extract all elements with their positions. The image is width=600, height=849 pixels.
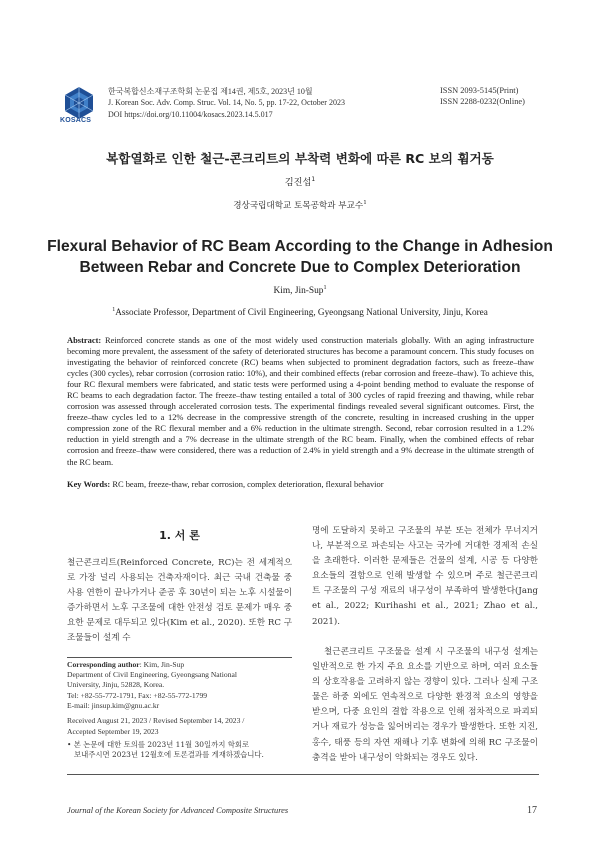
author-english: Kim, Jin-Sup$^1$ [273, 284, 327, 296]
journal-korean-line: 한국복합신소재구조학회 논문집 제14권, 제5호, 2023년 10월 [108, 87, 313, 96]
journal-english-line: J. Korean Soc. Adv. Comp. Struc. Vol. 14, No. 5, pp. 17-22, October 2023 [108, 98, 345, 107]
right-body-paragraph-1: 명에 도달하지 못하고 구조물의 부분 또는 전체가 무너지거나, 부분적으로 파손되는 사고는 국가에 거대한 경제적 손실을 초래한다. 이러한 문제들은 건물의 설계, 시공 등 다양한 요소들의 결함으로 인해 발생할 수 있으며 주로 철근콘크리트 구조물의 구성 재료의 내구성이 부족하여 발생한다(Jang et al., 2022; Kurihashi et al., 2021; Zhao et al., 2021). [312, 526, 538, 627]
abstract-text: Reinforced concrete stands as one of the most widely used construction materials globally. With an aging infrastructure becoming more prevalent, the assessment of the safety of deteriorated structures has become a paramount concern. This study focuses on investigating the behavior of reinforced concrete (RC) beams when subjected to prominent degradation factors, such as freeze–thaw cycles (300 cycles), rebar corrosion (corrosion ratio: 10%), and their combined effects (rebar corrosion and freeze–thaw). To achieve this, four RC flexural members were fabricated, and static tests were performed using a 4-point bending method to evaluate the response of RC beams to each degradation factor. The freeze–thaw testing entailed a total of 300 cycles of rapid freezing and thawing, while rebar corrosion was assessed through accelerated corrosion tests. The experimental findings revealed several significant outcomes. First, the freeze–thaw cycles led to a 12% decrease in the compressive strength of the concrete, resulting in increased crushing in the upper compression zone of the RC flexural member and a 6% reduction in the ultimate strength. Second, rebar corrosion resulted in a 1.2% reduction in yield strength and a 7% decrease in the ultimate strength of the RC beam. Finally, when the combined effects of rebar corrosion and freeze–thaw were considered, there was a reduction of 2.4% in yield strength and a 9% decrease in the ultimate strength of the RC beam. [67, 335, 535, 467]
title-korean: 복합열화로 인한 철근-콘크리트의 부착력 변화에 따른 RC 보의 휨거동 [106, 151, 494, 166]
title-english [0, 236, 600, 278]
keywords-text: RC beam, freeze-thaw, rebar corrosion, complex deterioration, flexural behavior [112, 479, 384, 489]
right-body-paragraph-2: 철근콘크리트 구조물을 설계 시 구조물의 내구성 설계는 일반적으로 한 가지 주요 요소를 기반으로 하며, 여러 요소들의 상호작용을 고려하지 않는 경향이 있다. 그러나 실제 구조물은 하중 외에도 연속적으로 다양한 환경적 요소의 영향을 받으며, 다중 요인의 결합 작용으로 인해 점차적으로 파괴되거나 재료가 성능을 잃어버리는 경우가 발생한다. 또한 지진, 홍수, 태풍 등의 자연 재해나 기후 변화에 의해 RC 구조물이 충격을 받아 내구성이 악화되는 경우도 있다. [312, 647, 538, 763]
corresponding-author: Corresponding author: Kim, Jin-Sup [67, 660, 185, 669]
footnote-tel: Tel: +82-55-772-1791, Fax: +82-55-772-1799 [67, 691, 208, 700]
footnote-univ: University, Jinju, 52828, Korea. [67, 680, 165, 689]
footnote-received: Received August 21, 2023 / Revised September 14, 2023 / [67, 716, 245, 725]
keywords [67, 479, 534, 489]
page-number: 17 [527, 805, 537, 816]
discussion-note-line-1: • 본 논문에 대한 토의를 2023년 11월 30일까지 학회로 [67, 740, 250, 749]
footer-divider [67, 774, 539, 775]
footer-journal: Journal of the Korean Society for Advanced Composite Structures [67, 806, 289, 815]
doi-link[interactable]: DOI https://doi.org/10.11004/kosacs.2023.14.5.017 [108, 110, 273, 119]
title-english-line-2: Between Rebar and Concrete Due to Complex Deterioration [79, 259, 521, 276]
footnote-dept: Department of Civil Engineering, Gyeongsang National [67, 670, 237, 679]
kosacs-logo-icon [62, 86, 96, 120]
footnote-divider [67, 657, 292, 658]
left-body-paragraph: 철근콘크리트(Reinforced Concrete, RC)는 전 세계적으로 가장 널리 사용되는 건축자재이다. 최근 국내 건축물 중 사용 연한이 끝나가거나 준공 후 30년이 되는 노후 시설물이 증가하면서 노후 구조물에 대한 안전성 검토 문제가 매우 중요한 문제로 대두되고 있다(Kim et al., 2020). 또한 RC 구조물들이 설계 수 [67, 558, 292, 644]
author-korean: 김진섭$^1$ [284, 175, 316, 188]
abstract [67, 335, 534, 468]
title-english-line-1: Flexural Behavior of RC Beam According to the Change in Adhesion [47, 238, 553, 255]
section-heading: 1. 서 론 [159, 529, 200, 542]
footnote-accepted: Accepted September 19, 2023 [67, 727, 159, 736]
discussion-note-line-2: 보내주시면 2023년 12월호에 토론결과를 게재하겠습니다. [74, 750, 264, 760]
abstract-label: Abstract: [67, 335, 102, 345]
footnote-email[interactable]: E-mail: jinsup.kim@gnu.ac.kr [67, 701, 160, 710]
issn-print: ISSN 2093-5145(Print) [440, 86, 519, 95]
affiliation-korean: 경상국립대학교 토목공학과 부교수$^1$ [233, 200, 367, 211]
discussion-note [67, 740, 292, 761]
logo-wordmark: KOSACS [60, 117, 92, 124]
issn-online: ISSN 2288-0232(Online) [440, 97, 525, 106]
affiliation-english: $^1$Associate Professor, Department of Civil Engineering, Gyeongsang National University, Jinju, Korea [112, 306, 488, 317]
keywords-label: Key Words: [67, 479, 111, 489]
